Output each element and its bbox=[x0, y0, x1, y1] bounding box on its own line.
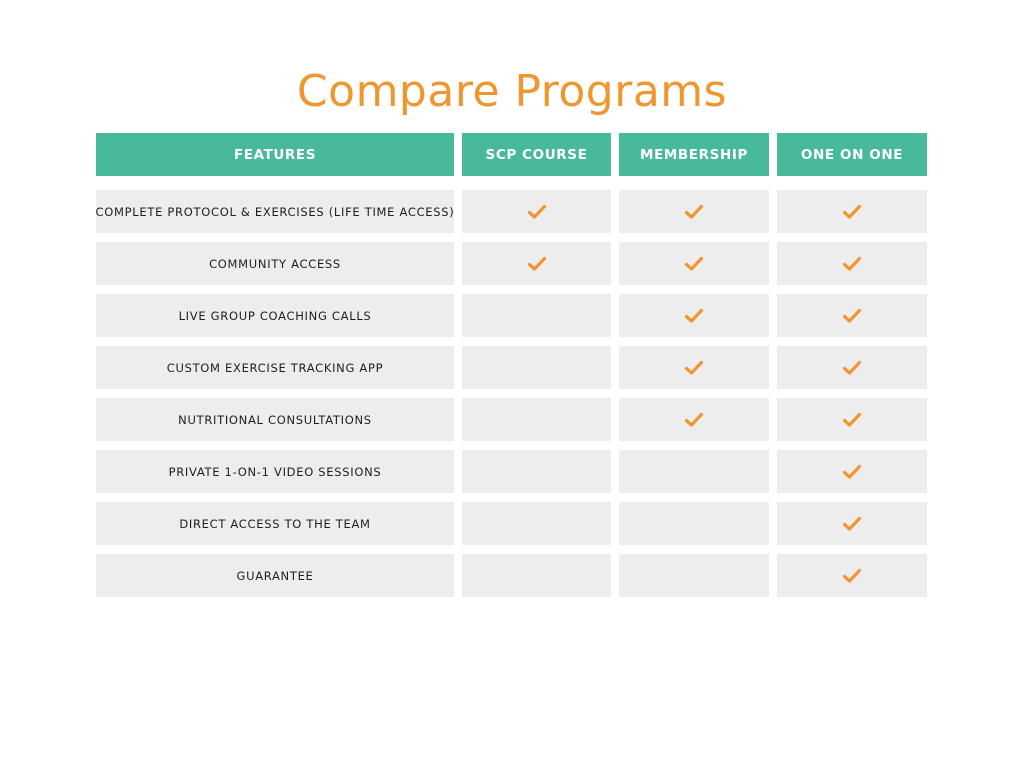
membership-cell bbox=[619, 190, 769, 233]
feature-label: DIRECT ACCESS TO THE TEAM bbox=[179, 516, 371, 531]
scp-course-cell bbox=[462, 502, 611, 545]
one-on-one-cell bbox=[777, 502, 927, 545]
header-membership: MEMBERSHIP bbox=[619, 133, 769, 176]
page-title: Compare Programs bbox=[296, 66, 728, 117]
check-icon bbox=[842, 568, 862, 584]
one-on-one-cell bbox=[777, 554, 927, 597]
scp-course-cell bbox=[462, 242, 611, 285]
check-icon bbox=[684, 308, 704, 324]
check-icon bbox=[527, 204, 547, 220]
membership-cell bbox=[619, 450, 769, 493]
table-row bbox=[96, 554, 929, 597]
one-on-one-cell bbox=[777, 450, 927, 493]
scp-course-cell bbox=[462, 346, 611, 389]
check-icon bbox=[842, 464, 862, 480]
feature-label: LIVE GROUP COACHING CALLS bbox=[178, 308, 372, 323]
table-row bbox=[96, 346, 929, 389]
header-features: FEATURES bbox=[96, 133, 454, 176]
table-row bbox=[96, 398, 929, 441]
membership-cell bbox=[619, 346, 769, 389]
one-on-one-cell bbox=[777, 242, 927, 285]
feature-label: COMMUNITY ACCESS bbox=[209, 256, 341, 271]
check-icon bbox=[684, 204, 704, 220]
membership-cell bbox=[619, 554, 769, 597]
feature-cell bbox=[96, 398, 454, 441]
table-row bbox=[96, 190, 929, 233]
feature-label: CUSTOM EXERCISE TRACKING APP bbox=[166, 360, 384, 375]
feature-cell bbox=[96, 502, 454, 545]
comparison-table bbox=[96, 133, 929, 606]
table-row bbox=[96, 242, 929, 285]
table-row bbox=[96, 450, 929, 493]
check-icon bbox=[842, 204, 862, 220]
feature-cell bbox=[96, 242, 454, 285]
check-icon bbox=[842, 412, 862, 428]
scp-course-cell bbox=[462, 294, 611, 337]
one-on-one-cell bbox=[777, 346, 927, 389]
feature-cell bbox=[96, 190, 454, 233]
scp-course-cell bbox=[462, 190, 611, 233]
feature-label: PRIVATE 1-ON-1 VIDEO SESSIONS bbox=[168, 464, 382, 479]
scp-course-cell bbox=[462, 398, 611, 441]
check-icon bbox=[684, 360, 704, 376]
scp-course-cell bbox=[462, 450, 611, 493]
check-icon bbox=[842, 308, 862, 324]
header-one-on-one: ONE ON ONE bbox=[777, 133, 927, 176]
membership-cell bbox=[619, 242, 769, 285]
feature-label: GUARANTEE bbox=[236, 568, 314, 583]
check-icon bbox=[842, 360, 862, 376]
check-icon bbox=[842, 256, 862, 272]
membership-cell bbox=[619, 398, 769, 441]
feature-cell bbox=[96, 554, 454, 597]
header-scp-course: SCP COURSE bbox=[462, 133, 611, 176]
check-icon bbox=[842, 516, 862, 532]
check-icon bbox=[684, 256, 704, 272]
feature-cell bbox=[96, 294, 454, 337]
table-body bbox=[96, 190, 929, 597]
membership-cell bbox=[619, 294, 769, 337]
feature-label: NUTRITIONAL CONSULTATIONS bbox=[178, 412, 372, 427]
one-on-one-cell bbox=[777, 398, 927, 441]
check-icon bbox=[527, 256, 547, 272]
one-on-one-cell bbox=[777, 294, 927, 337]
scp-course-cell bbox=[462, 554, 611, 597]
feature-label: COMPLETE PROTOCOL & EXERCISES (LIFE TIME ACCESS) bbox=[95, 204, 455, 219]
table-row bbox=[96, 502, 929, 545]
check-icon bbox=[684, 412, 704, 428]
table-row bbox=[96, 294, 929, 337]
table-header-row bbox=[96, 133, 929, 176]
feature-cell bbox=[96, 450, 454, 493]
one-on-one-cell bbox=[777, 190, 927, 233]
feature-cell bbox=[96, 346, 454, 389]
membership-cell bbox=[619, 502, 769, 545]
